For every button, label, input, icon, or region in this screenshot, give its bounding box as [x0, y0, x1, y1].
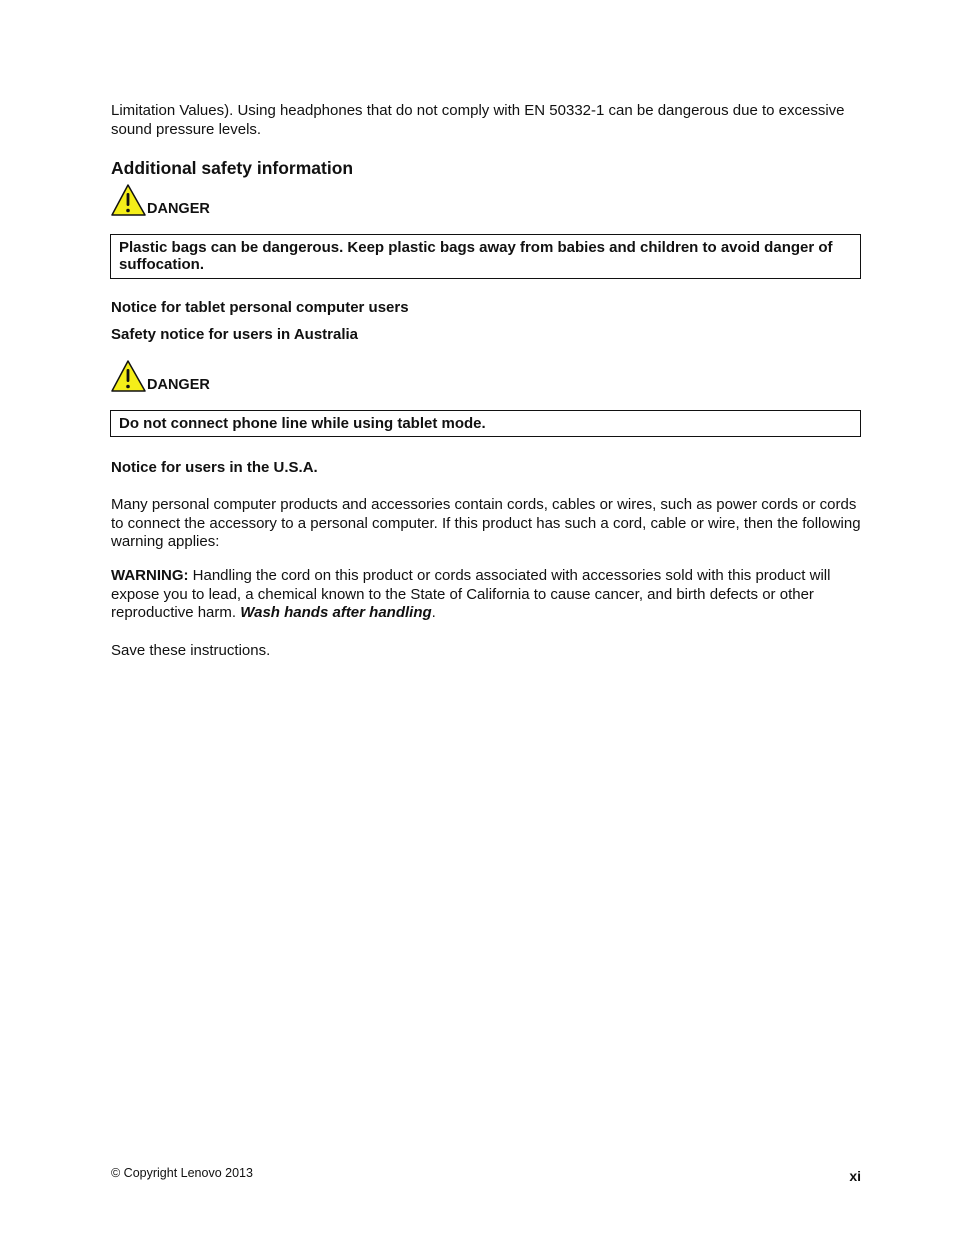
footer-copyright: © Copyright Lenovo 2013 — [111, 1166, 253, 1180]
footer-page-number: xi — [849, 1168, 861, 1184]
usa-notice-heading: Notice for users in the U.S.A. — [111, 459, 318, 476]
warning-text: Handling the cord on this product or cords associated with accessories sold with this product will expose you to lead, a chemical known to the State of California to cause cancer, and birth defects or other reproductive harm. — [111, 567, 831, 621]
warning-emphasis: Wash hands after handling — [240, 604, 432, 621]
warning-label: WARNING: — [111, 567, 189, 584]
danger-label: DANGER — [147, 377, 210, 393]
danger-message-box-1: Plastic bags can be dangerous. Keep plastic bags away from babies and children to avoid danger of suffocation. — [110, 234, 861, 279]
warning-end: . — [431, 604, 436, 621]
danger-label: DANGER — [147, 201, 210, 217]
warning-triangle-icon — [111, 359, 147, 393]
warning-paragraph — [111, 567, 861, 623]
section-heading: Additional safety information — [111, 158, 354, 178]
danger-notice-1 — [111, 183, 411, 219]
tablet-notice-heading: Notice for tablet personal computer users — [111, 299, 409, 316]
warning-triangle-icon — [111, 183, 147, 217]
australia-notice-heading: Safety notice for users in Australia — [111, 326, 359, 343]
cords-paragraph: Many personal computer products and accessories contain cords, cables or wires, such as power cords or cords to connect the accessory to a personal computer. If this product has such a cord, cable or wire, then the following warning applies: — [111, 496, 861, 550]
danger-notice-2 — [111, 359, 411, 395]
intro-paragraph: Limitation Values). Using headphones that do not comply with EN 50332-1 can be dangerous due to excessive sound pressure levels. — [111, 102, 845, 138]
danger-message-box-2: Do not connect phone line while using tablet mode. — [110, 410, 861, 437]
save-instructions: Save these instructions. — [111, 642, 271, 659]
